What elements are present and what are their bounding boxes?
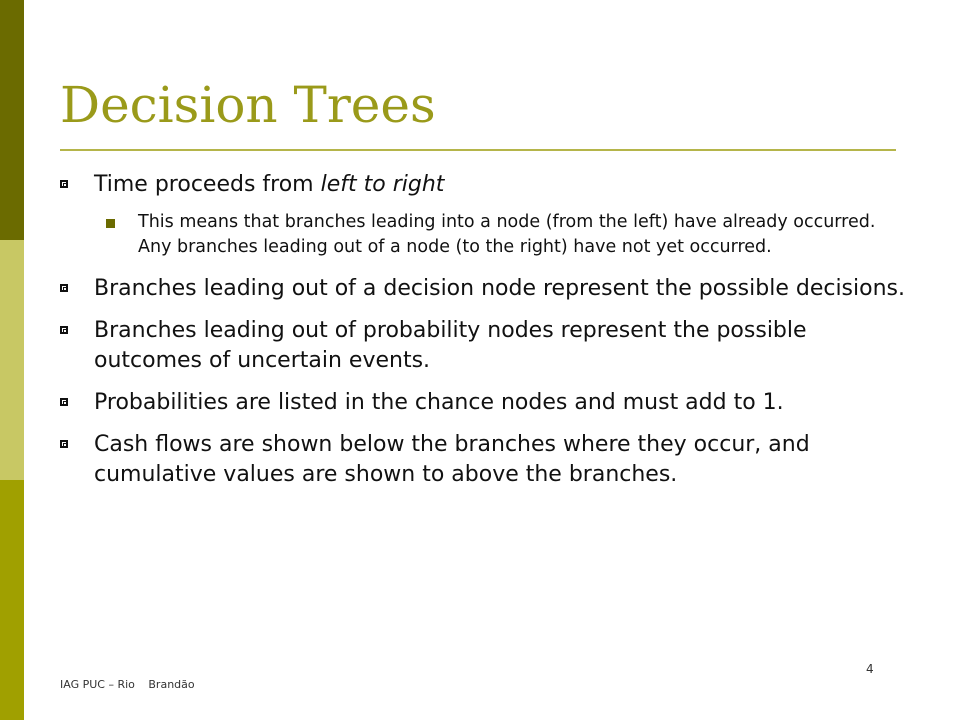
- bullet-text: Branches leading out of probability nodes represent the possible outcomes of uncertain events.: [94, 318, 807, 373]
- bullet-item: [60, 274, 910, 304]
- bullet-square-icon: [60, 180, 68, 188]
- bullet-text: Cash flows are shown below the branches where they occur, and cumulative values are shown to above the branches.: [94, 432, 810, 487]
- sidebar-block-bottom: [0, 480, 24, 720]
- title-divider: [60, 149, 896, 151]
- bullet-item: [60, 170, 910, 200]
- sidebar-block-top: [0, 0, 24, 240]
- sidebar-decoration: [0, 0, 24, 720]
- bullet-square-icon: [60, 398, 68, 406]
- bullet-emphasis: left to right: [320, 172, 445, 197]
- bullet-text: Time proceeds from: [94, 172, 321, 197]
- footer: [60, 678, 205, 691]
- slide-content: [60, 170, 910, 502]
- bullet-text: Branches leading out of a decision node represent the possible decisions.: [94, 276, 905, 301]
- sub-bullet-text: This means that branches leading into a node (from the left) have already occurred. Any branches leading out of a node (to the right) have not yet occurred.: [138, 212, 876, 257]
- bullet-text: Probabilities are listed in the chance nodes and must add to 1.: [94, 390, 784, 415]
- bullet-square-icon: [60, 284, 68, 292]
- bullet-item: [60, 388, 910, 418]
- page-number: 4: [866, 662, 874, 676]
- footer-institution: IAG PUC – Rio: [60, 678, 135, 691]
- sidebar-block-middle: [0, 240, 24, 480]
- slide-title: Decision Trees: [60, 76, 436, 134]
- bullet-square-icon: [60, 326, 68, 334]
- sub-bullet-item: [60, 210, 910, 260]
- bullet-item: [60, 316, 910, 376]
- bullet-item: [60, 430, 910, 490]
- sub-bullet-square-icon: [106, 219, 115, 228]
- bullet-square-icon: [60, 440, 68, 448]
- footer-author: Brandão: [148, 678, 195, 691]
